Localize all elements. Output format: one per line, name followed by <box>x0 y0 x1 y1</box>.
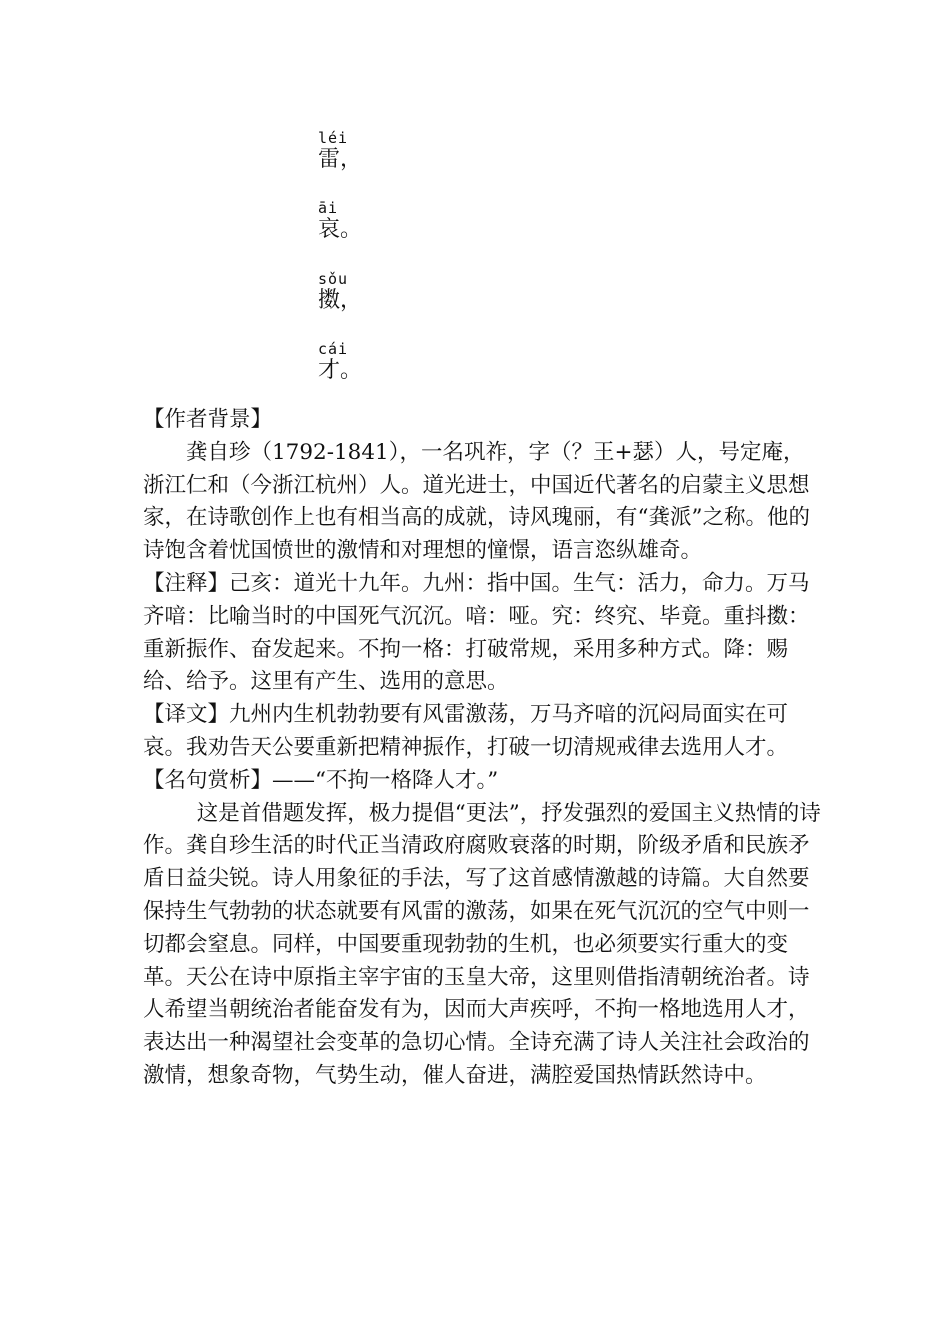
document-body <box>143 404 823 1093</box>
pinyin: sǒu <box>318 270 349 288</box>
poem-char: 擞， <box>318 288 363 313</box>
poem-char: 才。 <box>318 358 363 383</box>
poem-char: 雷， <box>318 147 363 172</box>
translation-text: 九州内生机勃勃要有风雷激荡，万马齐喑的沉闷局面实在可哀。我劝告天公要重新把精神振作，打破一切清规戒律去选用人才。 <box>143 702 789 760</box>
analysis-heading: 【名句赏析】 <box>143 767 273 793</box>
translation-paragraph <box>143 699 823 765</box>
pinyin: āi <box>318 199 339 217</box>
analysis-paragraph: 这是首借题发挥，极力提倡“更法”，抒发强烈的爱国主义热情的诗作。龚自珍生活的时代正当清政府腐败衰落的时期，阶级矛盾和民族矛盾日益尖锐。诗人用象征的手法，写了这首感情激越的诗篇。大自然要保持生气勃勃的状态就要有风雷的激荡，如果在死气沉沉的空气中则一切都会窒息。同样，中国要重现勃勃的生机，也必须要实行重大的变革。天公在诗中原指主宰宇宙的玉皇大帝，这里则借指清朝统治者。诗人希望当朝统治者能奋发有为，因而大声疾呼，不拘一格地选用人才，表达出一种渴望社会变革的急切心情。全诗充满了诗人关注社会政治的激情，想象奇物，气势生动，催人奋进，满腔爱国热情跃然诗中。 <box>143 800 821 1088</box>
analysis-quote: ——“不拘一格降人才。” <box>272 767 499 793</box>
notes-paragraph <box>143 568 823 699</box>
translation-heading: 【译文】 <box>143 702 230 728</box>
poem-char: 哀。 <box>318 217 363 242</box>
author-heading: 【作者背景】 <box>143 407 273 432</box>
pinyin: cái <box>318 340 349 358</box>
notes-text: 己亥：道光十九年。九州：指中国。生气：活力，命力。万马齐喑：比喻当时的中国死气沉沉。喑：哑。究：终究、毕竟。重抖擞：重新振作、奋发起来。不拘一格：打破常规，采用多种方式。降：赐给、给予。这里有产生、选用的意思。 <box>143 570 810 695</box>
pinyin: léi <box>318 129 349 147</box>
analysis-heading-line <box>143 765 823 798</box>
notes-heading: 【注释】 <box>143 570 230 596</box>
author-paragraph: 龚自珍（1792-1841），一名巩祚，字（？王+瑟）人，号定庵，浙江仁和（今浙江杭州）人。道光进士，中国近代著名的启蒙主义思想家，在诗歌创作上也有相当高的成就，诗风瑰丽，有“龚派”之称。他的诗饱含着忧国愤世的激情和对理想的憧憬，语言恣纵雄奇。 <box>143 439 810 564</box>
